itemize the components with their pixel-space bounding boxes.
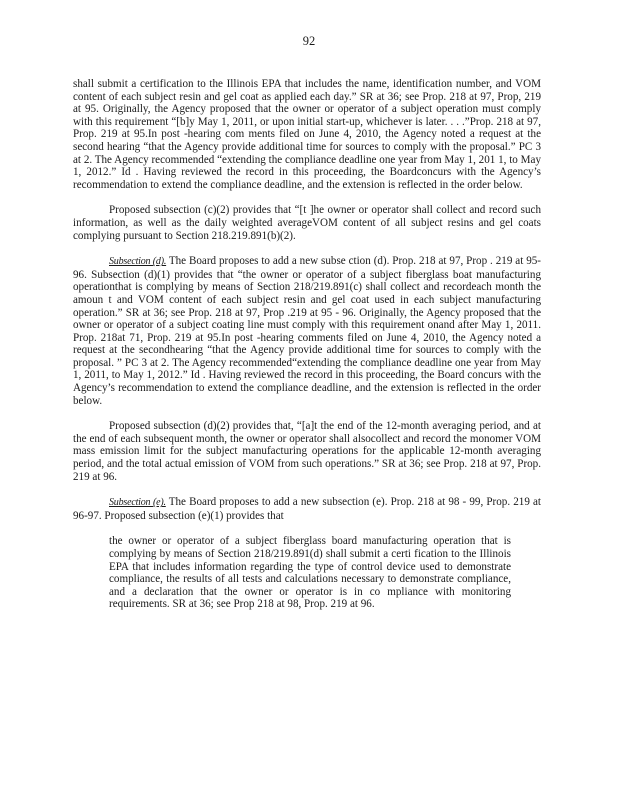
paragraph-1: shall submit a certification to the Illinois EPA that includes the name, identification number, and VOM content of each subject resin and gel coat as applied each day.” SR at 36; see Prop. 218 at 97, Prop, 219 at 95. Originally, the Agency proposed that the owner or operator of a subject operation must comply with this requirement “[b]y May 1, 2011, or upon initial start-up, whichever is later. . . .”Prop. 218 at 97, Prop. 219 at 95.In post -hearing com ments filed on June 4, 2010, the Agency noted a request at the second hearing “that the Agency provide additional time for sources to comply with the proposal.” PC 3 at 2. The Agency recommended “extending the compliance deadline one year from May 1, 201 1, to May 1, 2012.” Id . Having reviewed the record in this proceeding, the Boardconcurs with the Agency’s recommendation to extend the compliance deadline, and the extension is reflected in the order below. — [73, 78, 541, 191]
paragraph-2: Proposed subsection (c)(2) provides that “[t ]he owner or operator shall collect and record such information, as well as the daily weighted averageVOM content of all subject resins and gel coats complying pursuant to Section 218.219.891(b)(2). — [73, 204, 541, 242]
paragraph-5 — [73, 496, 541, 522]
paragraph-3 — [73, 255, 541, 407]
document-body — [73, 78, 541, 611]
paragraph-5-text: The Board proposes to add a new subsection (e). Prop. 218 at 98 - 99, Prop. 219 at 96-97. Proposed subsection (e)(1) provides that — [73, 496, 541, 522]
block-quote: the owner or operator of a subject fiberglass board manufacturing operation that is complying by means of Section 218/219.891(d) shall submit a certi fication to the Illinois EPA that includes information regarding the type of control device used to demonstrate compliance, the results of all tests and calculations necessary to demonstrate compliance, and a declaration that the owner or operator is in co mpliance with monitoring requirements. SR at 36; see Prop 218 at 98, Prop. 219 at 96. — [109, 535, 511, 611]
subsection-e-heading: Subsection (e). — [109, 497, 166, 509]
page-number: 92 — [302, 34, 316, 48]
paragraph-3-text: The Board proposes to add a new subse ction (d). Prop. 218 at 97, Prop . 219 at 95-96. Subsection (d)(1) provides that “the owner or operator of a subject fiberglass boat manufacturing operationthat is complying by means of Section 218/219.891(c) shall collect and recordeach month the amoun t and VOM content of each subject resin and gel coat used in each subject manufacturing operation.” SR at 36; see Prop. 218 at 97, Prop .219 at 95 - 96. Originally, the Agency proposed that the owner or operator of a subject coating line must comply with this requirement onand after May 1, 2011. Prop. 218at 71, Prop. 219 at 95.In post -hearing comments filed on June 4, 2010, the Agency noted a request at the secondhearing “that the Agency provide additional time for sources to comply with the proposal. ” PC 3 at 2. The Agency recommended“extending the compliance deadline one year from May 1, 2011, to May 1, 2012.” Id . Having reviewed the record in this proceeding, the Board concurs with the Agency’s recommendation to extend the compliance deadline, and the extension is reflected in the order below. — [73, 255, 541, 407]
subsection-d-heading: Subsection (d). — [109, 256, 167, 268]
paragraph-4: Proposed subsection (d)(2) provides that, “[a]t the end of the 12-month averaging period, and at the end of each subsequent month, the owner or operator shall alsocollect and record the monomer VOM mass emission limit for the subject manufacturing operations for the applicable 12-month averaging period, and the total actual emission of VOM from such operations.” SR at 36; see Prop. 218 at 97, Prop. 219 at 96. — [73, 420, 541, 483]
